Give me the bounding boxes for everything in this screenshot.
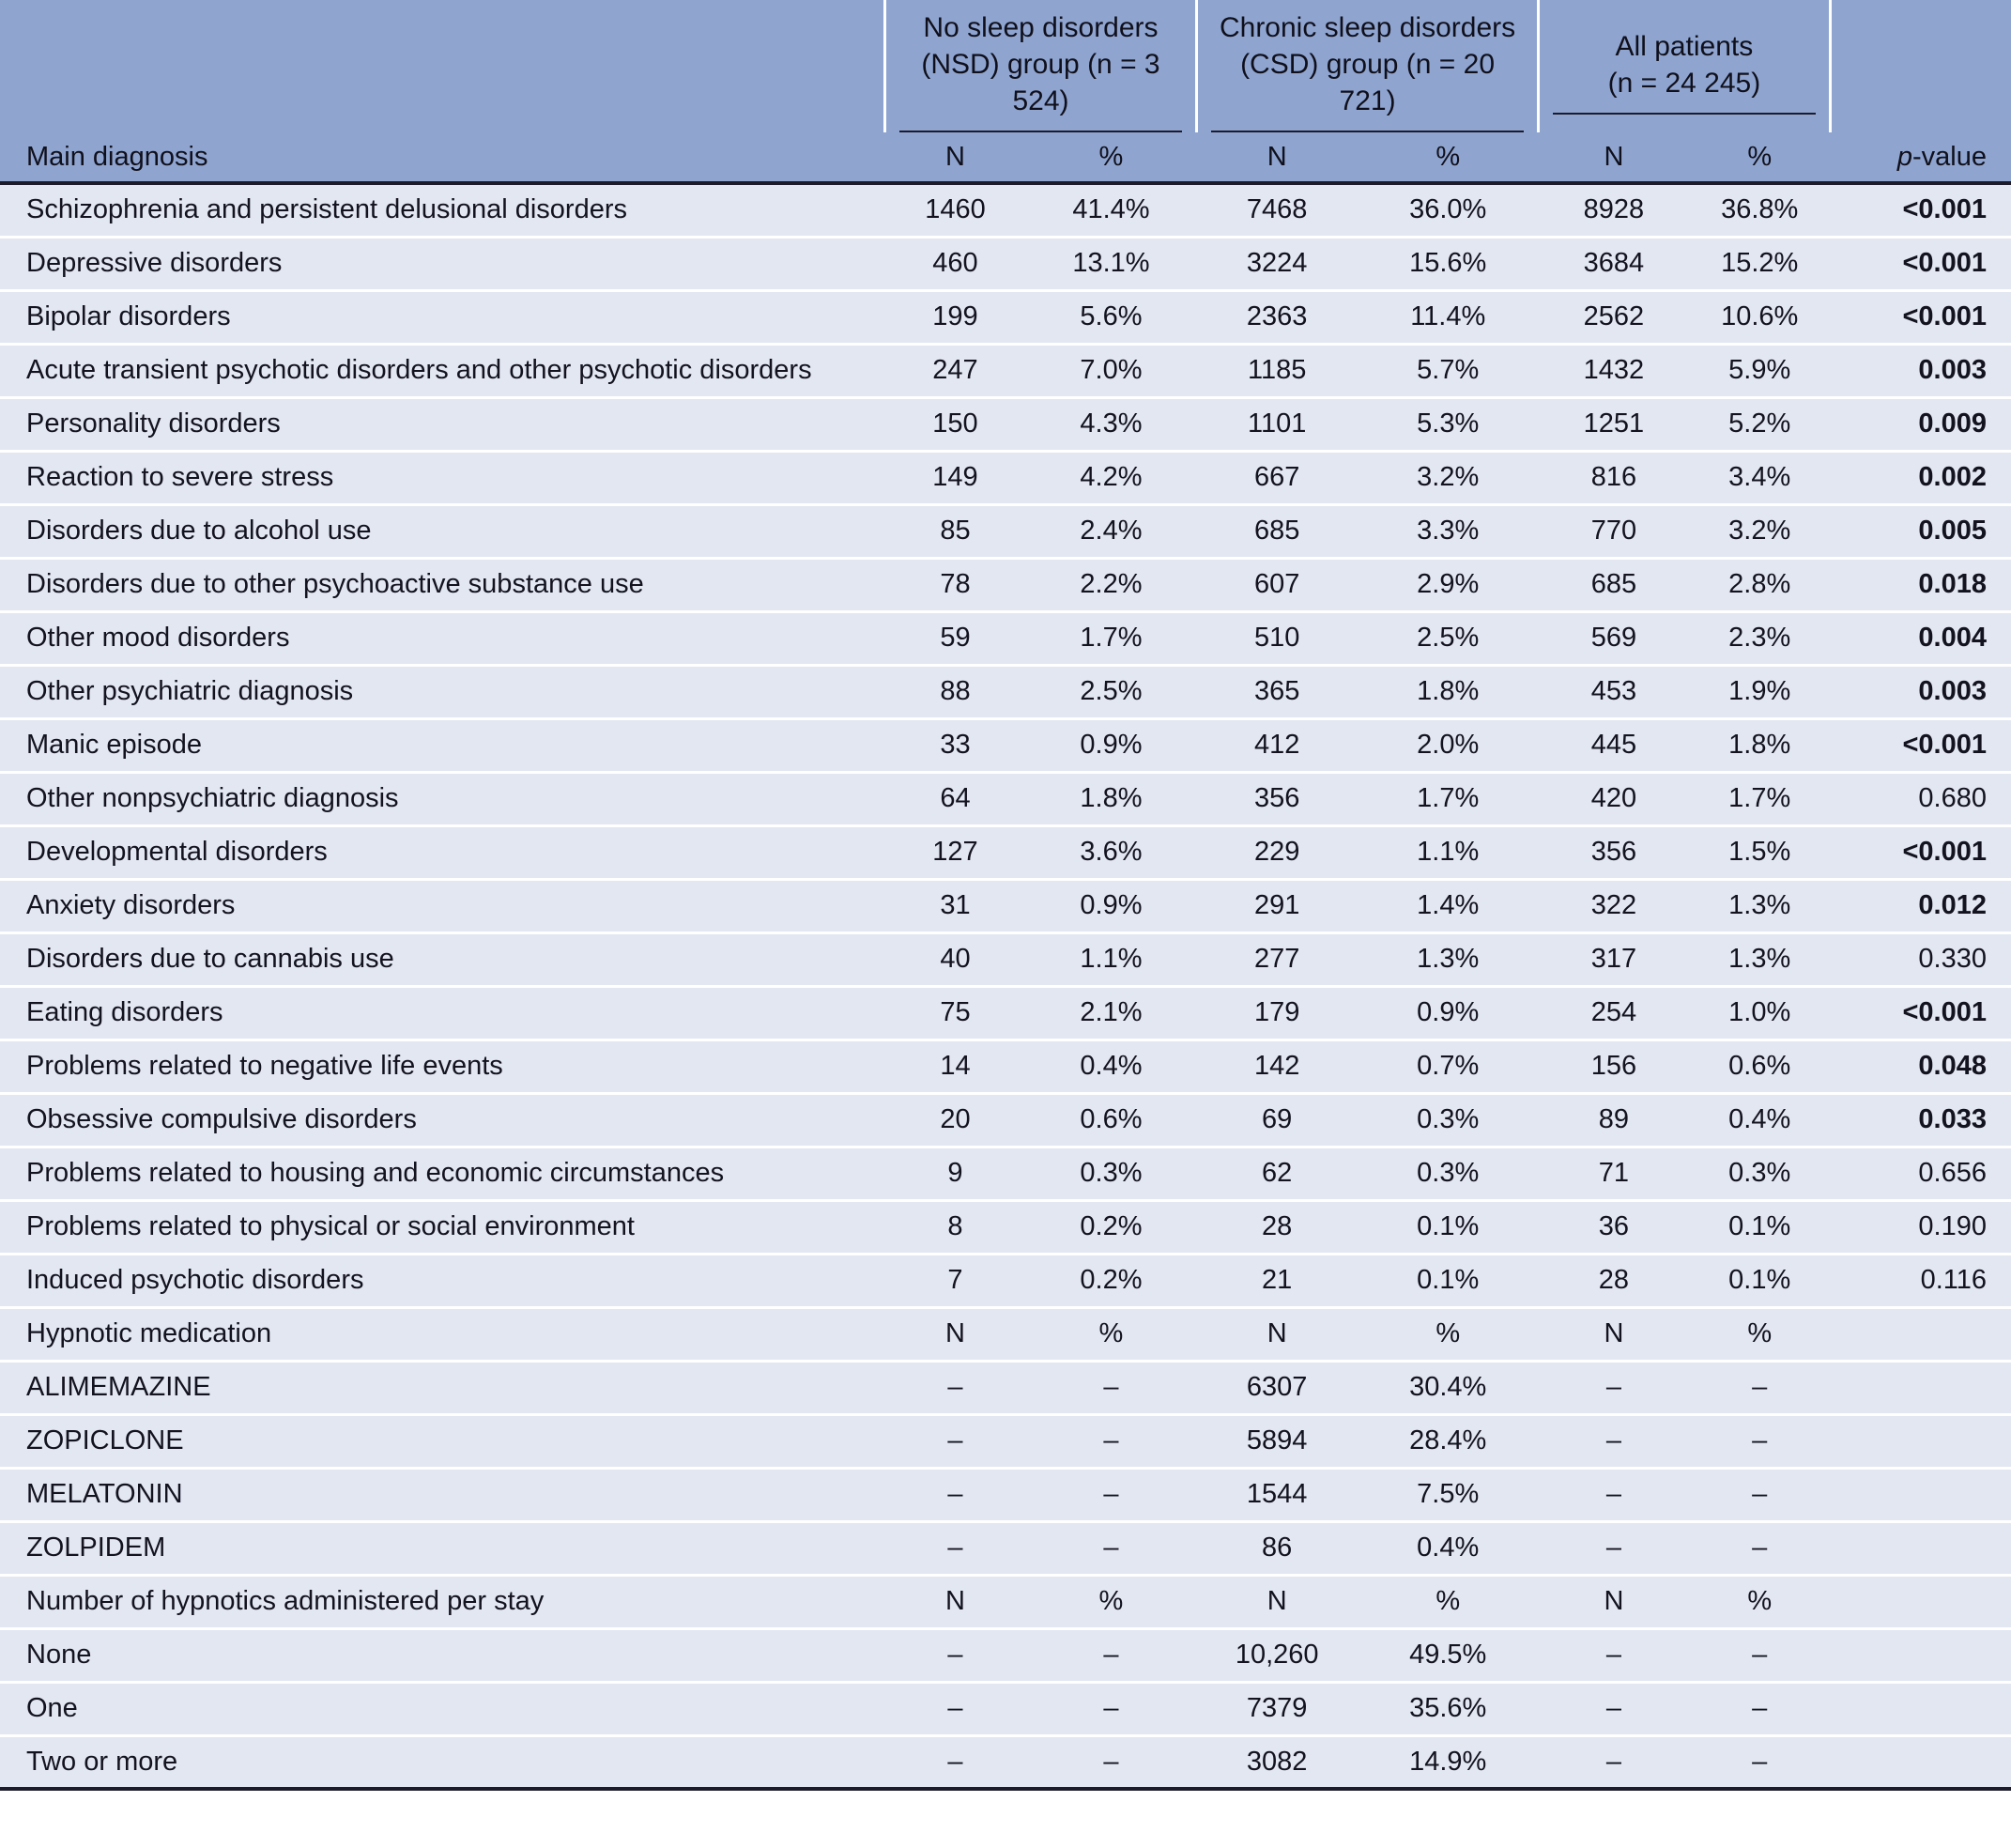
row-label: Personality disorders: [0, 397, 884, 451]
n-cell: 5894: [1196, 1414, 1357, 1468]
pct-cell: %: [1025, 1307, 1196, 1361]
pct-cell: 3.3%: [1358, 504, 1539, 558]
pct-cell: 4.3%: [1025, 397, 1196, 451]
pct-cell: 15.6%: [1358, 237, 1539, 290]
p-value-cell: 0.656: [1830, 1147, 2011, 1200]
p-value-cell: 0.018: [1830, 558, 2011, 611]
p-value-cell: <0.001: [1830, 183, 2011, 237]
p-value-cell: [1830, 1468, 2011, 1521]
n-cell: –: [884, 1628, 1025, 1682]
pct-cell: %: [1358, 1575, 1539, 1628]
pct-cell: 1.8%: [1358, 665, 1539, 718]
n-cell: N: [1539, 1307, 1690, 1361]
pct-cell: 1.9%: [1689, 665, 1830, 718]
pct-cell: 1.7%: [1689, 772, 1830, 825]
pct-cell: 3.4%: [1689, 451, 1830, 504]
n-cell: –: [884, 1735, 1025, 1789]
pct-cell: 0.3%: [1358, 1147, 1539, 1200]
pct-cell: 35.6%: [1358, 1682, 1539, 1735]
p-value-cell: [1830, 1361, 2011, 1414]
n-cell: 64: [884, 772, 1025, 825]
n-cell: 62: [1196, 1147, 1357, 1200]
pct-cell: 3.2%: [1689, 504, 1830, 558]
n-cell: 127: [884, 825, 1025, 879]
table-row: [0, 1147, 2011, 1200]
pct-cell: 0.3%: [1689, 1147, 1830, 1200]
pct-cell: 2.0%: [1358, 718, 1539, 772]
row-label: Acute transient psychotic disorders and other psychotic disorders: [0, 344, 884, 397]
row-label: Schizophrenia and persistent delusional disorders: [0, 183, 884, 237]
p-value-cell: [1830, 1521, 2011, 1575]
p-value-cell: 0.009: [1830, 397, 2011, 451]
row-label: Developmental disorders: [0, 825, 884, 879]
row-label: Disorders due to alcohol use: [0, 504, 884, 558]
pct-cell: 36.8%: [1689, 183, 1830, 237]
p-value-cell: [1830, 1682, 2011, 1735]
table-row: [0, 1200, 2011, 1254]
row-label: Manic episode: [0, 718, 884, 772]
pct-cell: %: [1025, 1575, 1196, 1628]
row-label: MELATONIN: [0, 1468, 884, 1521]
n-cell: 317: [1539, 932, 1690, 986]
pct-cell: 0.3%: [1358, 1093, 1539, 1147]
column-header-main-diagnosis: Main diagnosis: [0, 132, 884, 183]
n-cell: –: [884, 1682, 1025, 1735]
n-cell: 86: [1196, 1521, 1357, 1575]
table-row: [0, 718, 2011, 772]
pct-cell: %: [1689, 1307, 1830, 1361]
pct-cell: 5.9%: [1689, 344, 1830, 397]
pct-cell: 0.3%: [1025, 1147, 1196, 1200]
row-label: Other mood disorders: [0, 611, 884, 665]
group-header-row: [0, 0, 2011, 132]
p-value-cell: 0.033: [1830, 1093, 2011, 1147]
row-label: None: [0, 1628, 884, 1682]
table-row: [0, 1521, 2011, 1575]
n-cell: 460: [884, 237, 1025, 290]
pct-cell: 2.1%: [1025, 986, 1196, 1040]
n-cell: 2562: [1539, 290, 1690, 344]
n-cell: 510: [1196, 611, 1357, 665]
group-header-nsd-text: No sleep disorders (NSD) group (n = 3 524): [899, 0, 1182, 132]
pct-cell: 14.9%: [1358, 1735, 1539, 1789]
pct-cell: –: [1025, 1682, 1196, 1735]
table-row: [0, 611, 2011, 665]
pct-cell: 0.1%: [1358, 1200, 1539, 1254]
pct-cell: 10.6%: [1689, 290, 1830, 344]
p-value-cell: [1830, 1628, 2011, 1682]
n-cell: 685: [1196, 504, 1357, 558]
row-label: Two or more: [0, 1735, 884, 1789]
pct-cell: 2.8%: [1689, 558, 1830, 611]
pct-cell: 1.7%: [1358, 772, 1539, 825]
column-header-n-csd: N: [1196, 132, 1357, 183]
n-cell: 149: [884, 451, 1025, 504]
row-label: Disorders due to other psychoactive substance use: [0, 558, 884, 611]
table-row: [0, 1735, 2011, 1789]
pct-cell: 2.9%: [1358, 558, 1539, 611]
p-value-cell: <0.001: [1830, 718, 2011, 772]
pct-cell: 1.7%: [1025, 611, 1196, 665]
pct-cell: %: [1689, 1575, 1830, 1628]
pct-cell: 0.1%: [1689, 1254, 1830, 1307]
n-cell: 365: [1196, 665, 1357, 718]
n-cell: –: [1539, 1468, 1690, 1521]
pct-cell: –: [1689, 1521, 1830, 1575]
table-row: [0, 1254, 2011, 1307]
n-cell: 59: [884, 611, 1025, 665]
n-cell: –: [1539, 1628, 1690, 1682]
group-header-csd-text: Chronic sleep disorders (CSD) group (n = 20 721): [1211, 0, 1524, 132]
table-row: [0, 825, 2011, 879]
n-cell: 291: [1196, 879, 1357, 932]
pct-cell: 11.4%: [1358, 290, 1539, 344]
row-label: Eating disorders: [0, 986, 884, 1040]
n-cell: 7379: [1196, 1682, 1357, 1735]
pct-cell: 0.9%: [1358, 986, 1539, 1040]
p-value-cell: 0.116: [1830, 1254, 2011, 1307]
pct-cell: –: [1025, 1521, 1196, 1575]
n-cell: 88: [884, 665, 1025, 718]
table-body: [0, 183, 2011, 1789]
n-cell: 85: [884, 504, 1025, 558]
n-cell: N: [1196, 1307, 1357, 1361]
table-row: [0, 1682, 2011, 1735]
row-label: Reaction to severe stress: [0, 451, 884, 504]
n-cell: –: [1539, 1682, 1690, 1735]
table-row: [0, 504, 2011, 558]
pct-cell: 3.2%: [1358, 451, 1539, 504]
table-row: [0, 932, 2011, 986]
pct-cell: 0.6%: [1025, 1093, 1196, 1147]
n-cell: 229: [1196, 825, 1357, 879]
n-cell: –: [884, 1468, 1025, 1521]
pct-cell: 36.0%: [1358, 183, 1539, 237]
n-cell: –: [884, 1414, 1025, 1468]
column-header-pct-nsd: %: [1025, 132, 1196, 183]
n-cell: 69: [1196, 1093, 1357, 1147]
n-cell: 607: [1196, 558, 1357, 611]
table-row: [0, 451, 2011, 504]
pct-cell: 1.4%: [1358, 879, 1539, 932]
table-row: [0, 397, 2011, 451]
column-header-row: [0, 132, 2011, 183]
n-cell: 685: [1539, 558, 1690, 611]
pct-cell: –: [1689, 1682, 1830, 1735]
n-cell: –: [884, 1521, 1025, 1575]
n-cell: 199: [884, 290, 1025, 344]
n-cell: 667: [1196, 451, 1357, 504]
n-cell: 356: [1196, 772, 1357, 825]
table-row: [0, 1040, 2011, 1093]
n-cell: 412: [1196, 718, 1357, 772]
row-label: Induced psychotic disorders: [0, 1254, 884, 1307]
pct-cell: 49.5%: [1358, 1628, 1539, 1682]
n-cell: 3684: [1539, 237, 1690, 290]
table-row: [0, 986, 2011, 1040]
pct-cell: 0.4%: [1358, 1521, 1539, 1575]
pct-cell: 0.7%: [1358, 1040, 1539, 1093]
table-row: [0, 1414, 2011, 1468]
p-value-cell: <0.001: [1830, 986, 2011, 1040]
n-cell: 33: [884, 718, 1025, 772]
row-label: Obsessive compulsive disorders: [0, 1093, 884, 1147]
table-row: [0, 1628, 2011, 1682]
table-row: [0, 879, 2011, 932]
pct-cell: 1.3%: [1689, 932, 1830, 986]
n-cell: 71: [1539, 1147, 1690, 1200]
n-cell: 156: [1539, 1040, 1690, 1093]
n-cell: –: [1539, 1361, 1690, 1414]
n-cell: 356: [1539, 825, 1690, 879]
n-cell: 28: [1539, 1254, 1690, 1307]
n-cell: 7: [884, 1254, 1025, 1307]
pct-cell: %: [1358, 1307, 1539, 1361]
p-value-cell: [1830, 1414, 2011, 1468]
n-cell: 7468: [1196, 183, 1357, 237]
pct-cell: 1.8%: [1025, 772, 1196, 825]
row-label: ZOPICLONE: [0, 1414, 884, 1468]
n-cell: 1251: [1539, 397, 1690, 451]
pct-cell: 2.5%: [1358, 611, 1539, 665]
p-value-cell: 0.048: [1830, 1040, 2011, 1093]
n-cell: 770: [1539, 504, 1690, 558]
pct-cell: 1.8%: [1689, 718, 1830, 772]
n-cell: 277: [1196, 932, 1357, 986]
n-cell: 445: [1539, 718, 1690, 772]
row-label: Problems related to negative life events: [0, 1040, 884, 1093]
n-cell: 28: [1196, 1200, 1357, 1254]
table-row: [0, 290, 2011, 344]
pct-cell: 30.4%: [1358, 1361, 1539, 1414]
table-row: [0, 237, 2011, 290]
pct-cell: 1.1%: [1025, 932, 1196, 986]
pct-cell: 0.4%: [1025, 1040, 1196, 1093]
group-header-all-text: All patients (n = 24 245): [1553, 19, 1816, 115]
pct-cell: 1.0%: [1689, 986, 1830, 1040]
pct-cell: 0.1%: [1358, 1254, 1539, 1307]
n-cell: 816: [1539, 451, 1690, 504]
n-cell: 9: [884, 1147, 1025, 1200]
p-value-cell: <0.001: [1830, 290, 2011, 344]
n-cell: N: [1539, 1575, 1690, 1628]
p-value-cell: 0.005: [1830, 504, 2011, 558]
n-cell: 1460: [884, 183, 1025, 237]
pct-cell: –: [1689, 1468, 1830, 1521]
row-label: Problems related to physical or social environment: [0, 1200, 884, 1254]
row-label: Bipolar disorders: [0, 290, 884, 344]
n-cell: 75: [884, 986, 1025, 1040]
p-value-cell: 0.012: [1830, 879, 2011, 932]
pct-cell: –: [1689, 1414, 1830, 1468]
row-label: Other psychiatric diagnosis: [0, 665, 884, 718]
p-value-cell: 0.003: [1830, 665, 2011, 718]
n-cell: 254: [1539, 986, 1690, 1040]
n-cell: 1185: [1196, 344, 1357, 397]
p-value-cell: 0.330: [1830, 932, 2011, 986]
pct-cell: 0.1%: [1689, 1200, 1830, 1254]
row-label: One: [0, 1682, 884, 1735]
table-row: [0, 1468, 2011, 1521]
pct-cell: 0.2%: [1025, 1200, 1196, 1254]
section-header-row: [0, 1575, 2011, 1628]
column-header-pct-all: %: [1689, 132, 1830, 183]
pct-cell: 3.6%: [1025, 825, 1196, 879]
n-cell: 247: [884, 344, 1025, 397]
pct-cell: 1.1%: [1358, 825, 1539, 879]
p-value-cell: 0.002: [1830, 451, 2011, 504]
pct-cell: 41.4%: [1025, 183, 1196, 237]
pct-cell: 7.5%: [1358, 1468, 1539, 1521]
group-header-csd: [1196, 0, 1538, 132]
n-cell: N: [884, 1307, 1025, 1361]
row-label: Problems related to housing and economic circumstances: [0, 1147, 884, 1200]
section-header-row: [0, 1307, 2011, 1361]
group-header-all: [1539, 0, 1831, 132]
pct-cell: –: [1689, 1628, 1830, 1682]
pct-cell: 7.0%: [1025, 344, 1196, 397]
column-header-n-nsd: N: [884, 132, 1025, 183]
n-cell: 31: [884, 879, 1025, 932]
pct-cell: –: [1025, 1468, 1196, 1521]
pct-cell: –: [1025, 1361, 1196, 1414]
pct-cell: 5.6%: [1025, 290, 1196, 344]
column-header-p-value: [1830, 132, 2011, 183]
pct-cell: 5.3%: [1358, 397, 1539, 451]
n-cell: 10,260: [1196, 1628, 1357, 1682]
n-cell: 40: [884, 932, 1025, 986]
n-cell: 3082: [1196, 1735, 1357, 1789]
table-row: [0, 772, 2011, 825]
pct-cell: 5.2%: [1689, 397, 1830, 451]
n-cell: 1544: [1196, 1468, 1357, 1521]
table-row: [0, 1361, 2011, 1414]
group-header-nsd: [884, 0, 1196, 132]
pct-cell: 15.2%: [1689, 237, 1830, 290]
pct-cell: 13.1%: [1025, 237, 1196, 290]
n-cell: 36: [1539, 1200, 1690, 1254]
n-cell: 6307: [1196, 1361, 1357, 1414]
pct-cell: 2.3%: [1689, 611, 1830, 665]
row-label: Anxiety disorders: [0, 879, 884, 932]
table-row: [0, 558, 2011, 611]
pct-cell: –: [1025, 1735, 1196, 1789]
p-value-cell: [1830, 1575, 2011, 1628]
p-value-cell: 0.004: [1830, 611, 2011, 665]
n-cell: 142: [1196, 1040, 1357, 1093]
p-value-italic-p: p: [1896, 141, 1912, 172]
n-cell: 1432: [1539, 344, 1690, 397]
row-label: Number of hypnotics administered per stay: [0, 1575, 884, 1628]
pct-cell: –: [1025, 1414, 1196, 1468]
n-cell: N: [1196, 1575, 1357, 1628]
n-cell: 420: [1539, 772, 1690, 825]
n-cell: 14: [884, 1040, 1025, 1093]
row-label: Depressive disorders: [0, 237, 884, 290]
n-cell: 179: [1196, 986, 1357, 1040]
row-label: Hypnotic medication: [0, 1307, 884, 1361]
p-value-rest: -value: [1912, 141, 1987, 172]
row-label: ZOLPIDEM: [0, 1521, 884, 1575]
table-row: [0, 344, 2011, 397]
pct-cell: 2.5%: [1025, 665, 1196, 718]
pct-cell: –: [1689, 1735, 1830, 1789]
table-row: [0, 183, 2011, 237]
p-value-cell: <0.001: [1830, 237, 2011, 290]
n-cell: 150: [884, 397, 1025, 451]
pct-cell: 0.6%: [1689, 1040, 1830, 1093]
pct-cell: –: [1689, 1361, 1830, 1414]
n-cell: 21: [1196, 1254, 1357, 1307]
pct-cell: 1.3%: [1358, 932, 1539, 986]
pct-cell: 2.4%: [1025, 504, 1196, 558]
p-value-cell: [1830, 1307, 2011, 1361]
n-cell: 453: [1539, 665, 1690, 718]
pct-cell: 0.4%: [1689, 1093, 1830, 1147]
table-row: [0, 665, 2011, 718]
row-label: ALIMEMAZINE: [0, 1361, 884, 1414]
n-cell: –: [1539, 1735, 1690, 1789]
n-cell: 322: [1539, 879, 1690, 932]
n-cell: 89: [1539, 1093, 1690, 1147]
p-value-cell: 0.190: [1830, 1200, 2011, 1254]
column-header-n-all: N: [1539, 132, 1690, 183]
n-cell: N: [884, 1575, 1025, 1628]
pct-cell: 5.7%: [1358, 344, 1539, 397]
group-header-spacer-right: [1830, 0, 2011, 132]
column-header-pct-csd: %: [1358, 132, 1539, 183]
n-cell: 20: [884, 1093, 1025, 1147]
table-header: [0, 0, 2011, 183]
pct-cell: 1.5%: [1689, 825, 1830, 879]
table-row: [0, 1093, 2011, 1147]
pct-cell: 1.3%: [1689, 879, 1830, 932]
group-header-spacer-left: [0, 0, 884, 132]
row-label: Other nonpsychiatric diagnosis: [0, 772, 884, 825]
row-label: Disorders due to cannabis use: [0, 932, 884, 986]
pct-cell: 0.9%: [1025, 718, 1196, 772]
p-value-cell: 0.680: [1830, 772, 2011, 825]
n-cell: 2363: [1196, 290, 1357, 344]
pct-cell: 28.4%: [1358, 1414, 1539, 1468]
pct-cell: –: [1025, 1628, 1196, 1682]
p-value-cell: <0.001: [1830, 825, 2011, 879]
p-value-cell: 0.003: [1830, 344, 2011, 397]
pct-cell: 2.2%: [1025, 558, 1196, 611]
n-cell: –: [884, 1361, 1025, 1414]
n-cell: 8: [884, 1200, 1025, 1254]
n-cell: 78: [884, 558, 1025, 611]
n-cell: 1101: [1196, 397, 1357, 451]
n-cell: –: [1539, 1521, 1690, 1575]
pct-cell: 0.2%: [1025, 1254, 1196, 1307]
n-cell: –: [1539, 1414, 1690, 1468]
n-cell: 3224: [1196, 237, 1357, 290]
p-value-cell: [1830, 1735, 2011, 1789]
n-cell: 569: [1539, 611, 1690, 665]
pct-cell: 0.9%: [1025, 879, 1196, 932]
n-cell: 8928: [1539, 183, 1690, 237]
pct-cell: 4.2%: [1025, 451, 1196, 504]
